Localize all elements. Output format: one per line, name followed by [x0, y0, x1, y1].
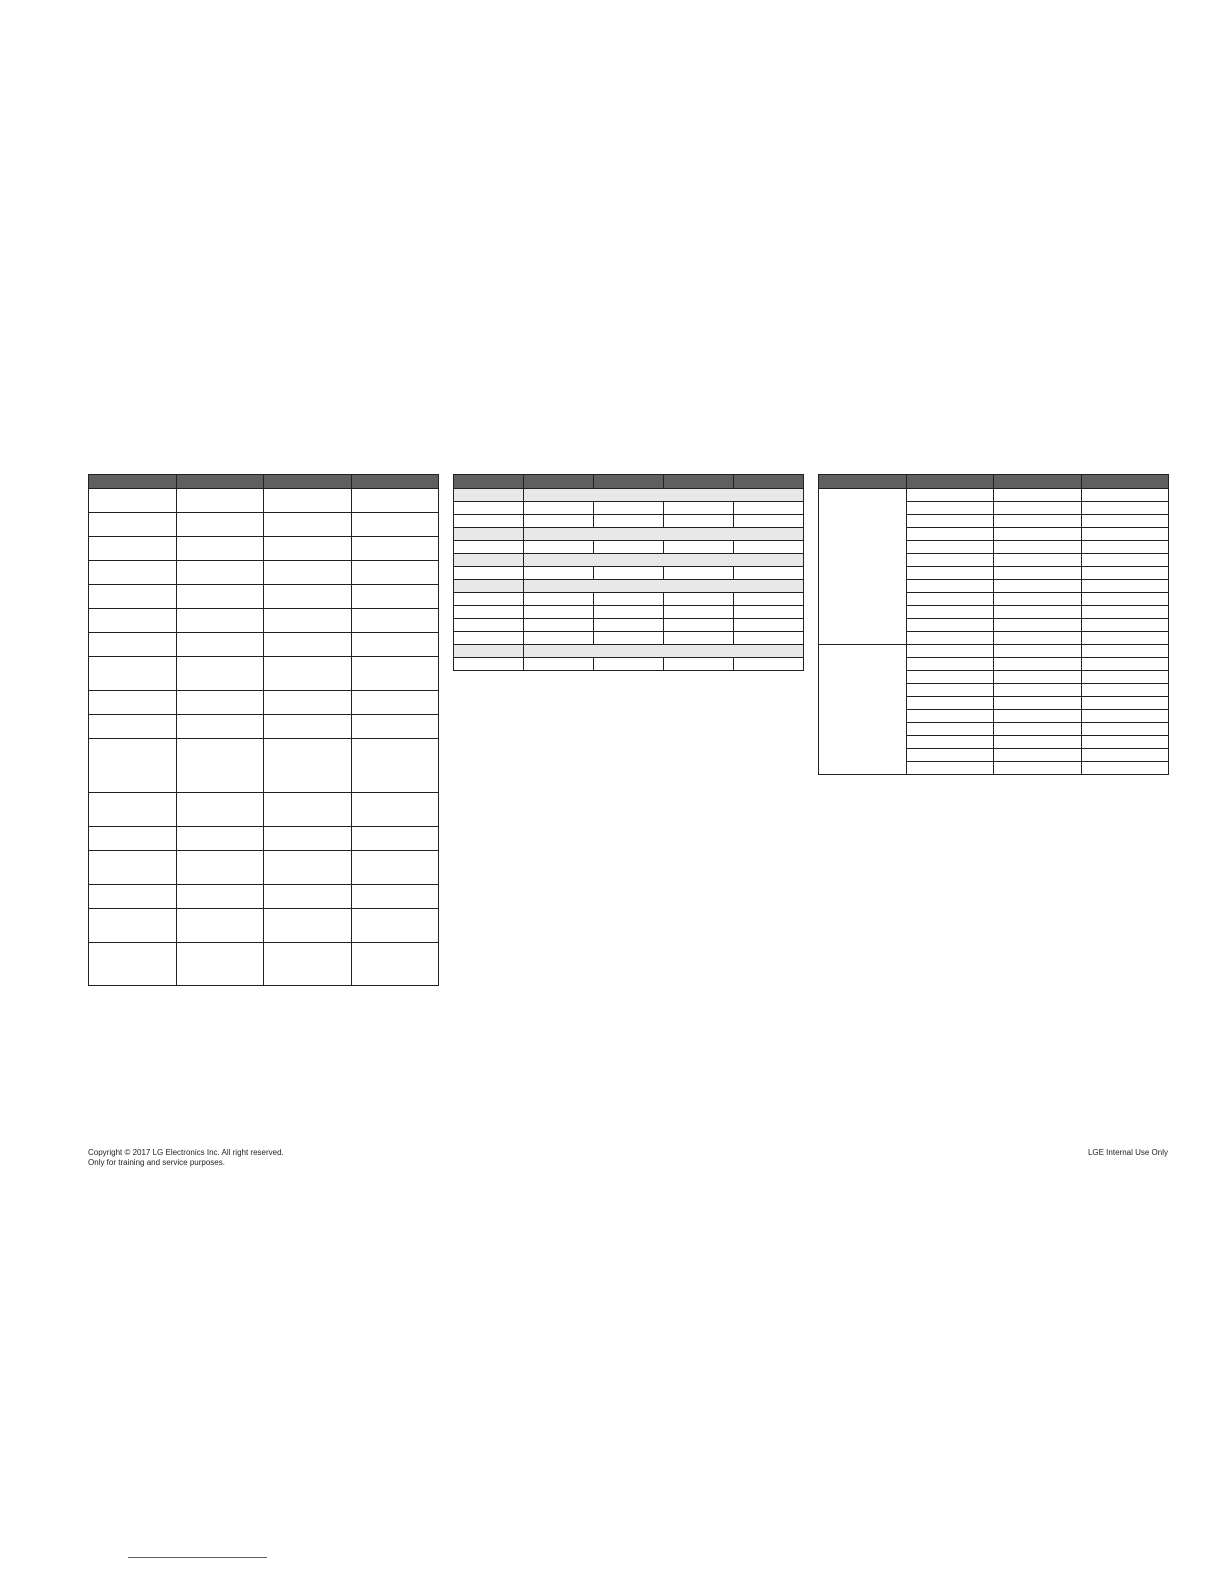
header-cell: [264, 475, 352, 489]
table-cell: [994, 489, 1082, 502]
table-cell: [994, 580, 1082, 593]
table-cell: [89, 633, 177, 657]
table-cell: [1081, 502, 1169, 515]
table-cell: [594, 619, 664, 632]
table-cell: [264, 561, 352, 585]
table-cell: [89, 739, 177, 793]
section-label-cell: [454, 554, 524, 567]
table-row: [454, 632, 804, 645]
table-cell: [176, 943, 264, 986]
table-cell: [524, 606, 594, 619]
table-cell: [524, 567, 594, 580]
table-cell: [906, 580, 994, 593]
table-cell: [1081, 749, 1169, 762]
table-cell: [454, 632, 524, 645]
table-cell: [906, 489, 994, 502]
section-label-cell: [454, 528, 524, 541]
table-cell: [906, 619, 994, 632]
section-label-cell: [454, 580, 524, 593]
left-spec-table: [88, 474, 439, 986]
table-cell: [524, 632, 594, 645]
table-row: [454, 567, 804, 580]
header-cell: [906, 475, 994, 489]
right-spec-table: [818, 474, 1169, 775]
table-cell: [1081, 567, 1169, 580]
table-cell: [664, 541, 734, 554]
table-cell: [454, 619, 524, 632]
footer-right: [1088, 1148, 1168, 1158]
table-cell: [906, 593, 994, 606]
table-cell: [264, 827, 352, 851]
table-cell: [1081, 515, 1169, 528]
table-cell: [1081, 723, 1169, 736]
header-cell: [176, 475, 264, 489]
table-cell: [734, 593, 804, 606]
section-span-cell: [524, 580, 804, 593]
table-cell: [994, 749, 1082, 762]
table-row: [454, 502, 804, 515]
table-cell: [1081, 658, 1169, 671]
table-cell: [524, 619, 594, 632]
table-cell: [264, 909, 352, 943]
table-cell: [1081, 684, 1169, 697]
table-cell: [1081, 606, 1169, 619]
table-cell: [351, 827, 439, 851]
section-span-cell: [524, 645, 804, 658]
table-row: [89, 691, 439, 715]
table-cell: [264, 657, 352, 691]
table-cell: [1081, 580, 1169, 593]
table-cell: [454, 541, 524, 554]
table-cell: [351, 537, 439, 561]
table-cell: [594, 502, 664, 515]
table-cell: [264, 489, 352, 513]
table-cell: [1081, 710, 1169, 723]
table-cell: [906, 749, 994, 762]
table-row: [89, 609, 439, 633]
table-cell: [906, 762, 994, 775]
table-cell: [994, 723, 1082, 736]
table-cell: [906, 658, 994, 671]
table-cell: [524, 658, 594, 671]
table-cell: [454, 606, 524, 619]
table-cell: [994, 502, 1082, 515]
table-row: [89, 561, 439, 585]
table-cell: [176, 657, 264, 691]
table-cell: [906, 554, 994, 567]
table-cell: [89, 585, 177, 609]
table-cell: [264, 739, 352, 793]
table-row: [819, 645, 1169, 658]
table-row: [89, 715, 439, 739]
table-cell: [264, 943, 352, 986]
table-cell: [1081, 671, 1169, 684]
table-cell: [664, 593, 734, 606]
table-cell: [734, 606, 804, 619]
table-cell: [906, 736, 994, 749]
table-cell: [176, 793, 264, 827]
table-cell: [524, 515, 594, 528]
table-cell: [1081, 697, 1169, 710]
table-cell: [454, 502, 524, 515]
section-span-cell: [524, 528, 804, 541]
table-cell: [994, 710, 1082, 723]
table-row: [454, 658, 804, 671]
table-cell: [454, 567, 524, 580]
table-cell: [176, 885, 264, 909]
table-cell: [994, 632, 1082, 645]
table-cell: [454, 593, 524, 606]
table-cell: [594, 593, 664, 606]
table-cell: [176, 909, 264, 943]
table-cell: [89, 827, 177, 851]
table-cell: [351, 561, 439, 585]
table-cell: [176, 715, 264, 739]
table-cell: [906, 723, 994, 736]
table-header-row: [89, 475, 439, 489]
table-cell: [906, 502, 994, 515]
table-cell: [734, 619, 804, 632]
table-cell: [994, 619, 1082, 632]
table-cell: [264, 793, 352, 827]
table-cell: [524, 593, 594, 606]
table-cell: [906, 645, 994, 658]
header-cell: [664, 475, 734, 489]
table-cell: [1081, 736, 1169, 749]
table-cell: [734, 502, 804, 515]
table-cell: [994, 697, 1082, 710]
table-cell: [994, 528, 1082, 541]
header-cell: [994, 475, 1082, 489]
table-cell: [89, 885, 177, 909]
table-cell: [264, 513, 352, 537]
table-cell: [906, 684, 994, 697]
header-cell: [1081, 475, 1169, 489]
header-cell: [594, 475, 664, 489]
table-cell: [906, 632, 994, 645]
table-cell: [1081, 645, 1169, 658]
table-cell: [906, 567, 994, 580]
table-header-row: [454, 475, 804, 489]
table-cell: [264, 885, 352, 909]
table-cell: [906, 606, 994, 619]
table-cell: [994, 606, 1082, 619]
table-row: [89, 657, 439, 691]
table-row: [89, 537, 439, 561]
table-cell: [264, 537, 352, 561]
header-cell: [819, 475, 907, 489]
table-cell: [351, 633, 439, 657]
table-cell: [994, 671, 1082, 684]
table-cell: [89, 943, 177, 986]
header-cell: [734, 475, 804, 489]
table-cell: [664, 502, 734, 515]
table-cell: [906, 710, 994, 723]
table-cell: [176, 537, 264, 561]
table-cell: [89, 691, 177, 715]
table-cell: [176, 691, 264, 715]
table-cell: [176, 513, 264, 537]
table-cell: [1081, 619, 1169, 632]
table-cell: [994, 554, 1082, 567]
purpose-text: Only for training and service purposes.: [88, 1158, 225, 1167]
middle-spec-table: [453, 474, 804, 671]
table-cell: [351, 909, 439, 943]
table-cell: [89, 513, 177, 537]
table-row: [89, 633, 439, 657]
section-span-cell: [524, 554, 804, 567]
table-cell: [351, 851, 439, 885]
table-cell: [454, 658, 524, 671]
table-cell: [524, 502, 594, 515]
table-cell: [1081, 593, 1169, 606]
section-row: [454, 645, 804, 658]
table-cell: [906, 515, 994, 528]
table-row: [89, 827, 439, 851]
table-cell: [994, 593, 1082, 606]
table-cell: [351, 489, 439, 513]
internal-use-text: LGE Internal Use Only: [1087, 1148, 1168, 1157]
table-cell: [994, 645, 1082, 658]
table-row: [89, 585, 439, 609]
table-cell: [906, 697, 994, 710]
table-row: [89, 513, 439, 537]
section-span-cell: [524, 489, 804, 502]
header-cell: [524, 475, 594, 489]
table-cell: [89, 851, 177, 885]
table-cell: [89, 793, 177, 827]
table-row: [454, 515, 804, 528]
header-cell: [351, 475, 439, 489]
table-cell: [176, 827, 264, 851]
table-cell: [664, 619, 734, 632]
table-cell: [734, 541, 804, 554]
table-cell: [594, 606, 664, 619]
group-cell: [819, 645, 907, 775]
table-cell: [594, 515, 664, 528]
table-cell: [734, 515, 804, 528]
table-cell: [594, 567, 664, 580]
table-row: [89, 739, 439, 793]
table-cell: [351, 885, 439, 909]
table-cell: [906, 541, 994, 554]
table-cell: [264, 715, 352, 739]
table-row: [89, 793, 439, 827]
table-cell: [351, 513, 439, 537]
table-header-row: [819, 475, 1169, 489]
table-cell: [176, 561, 264, 585]
link-underline[interactable]: [128, 1557, 267, 1558]
section-label-cell: [454, 645, 524, 658]
table-cell: [351, 793, 439, 827]
header-cell: [89, 475, 177, 489]
table-cell: [664, 515, 734, 528]
table-cell: [594, 541, 664, 554]
table-cell: [994, 541, 1082, 554]
table-cell: [176, 489, 264, 513]
table-cell: [734, 632, 804, 645]
table-cell: [664, 606, 734, 619]
footer-left: [88, 1148, 284, 1168]
table-cell: [351, 943, 439, 986]
table-row: [454, 619, 804, 632]
copyright-text: Copyright © 2017 LG Electronics Inc. All right reserved.: [88, 1148, 284, 1157]
table-cell: [351, 657, 439, 691]
table-cell: [89, 657, 177, 691]
table-cell: [734, 658, 804, 671]
table-cell: [89, 561, 177, 585]
table-cell: [734, 567, 804, 580]
table-row: [454, 606, 804, 619]
table-cell: [594, 632, 664, 645]
table-cell: [454, 515, 524, 528]
table-cell: [994, 762, 1082, 775]
section-row: [454, 554, 804, 567]
table-cell: [89, 715, 177, 739]
table-row: [819, 489, 1169, 502]
table-cell: [351, 739, 439, 793]
table-cell: [176, 851, 264, 885]
table-cell: [1081, 762, 1169, 775]
table-cell: [994, 684, 1082, 697]
table-row: [89, 909, 439, 943]
table-cell: [176, 585, 264, 609]
section-row: [454, 528, 804, 541]
table-cell: [351, 715, 439, 739]
table-cell: [176, 609, 264, 633]
table-cell: [994, 736, 1082, 749]
table-cell: [176, 633, 264, 657]
table-cell: [906, 671, 994, 684]
table-cell: [664, 567, 734, 580]
table-cell: [89, 609, 177, 633]
table-cell: [994, 567, 1082, 580]
table-cell: [264, 609, 352, 633]
table-cell: [264, 585, 352, 609]
table-row: [89, 943, 439, 986]
table-row: [454, 593, 804, 606]
table-cell: [351, 609, 439, 633]
table-cell: [264, 633, 352, 657]
table-cell: [1081, 632, 1169, 645]
table-row: [89, 489, 439, 513]
table-cell: [594, 658, 664, 671]
table-cell: [664, 658, 734, 671]
table-cell: [351, 585, 439, 609]
table-row: [454, 541, 804, 554]
table-cell: [664, 632, 734, 645]
section-label-cell: [454, 489, 524, 502]
table-cell: [1081, 554, 1169, 567]
table-cell: [351, 691, 439, 715]
group-cell: [819, 489, 907, 645]
section-row: [454, 489, 804, 502]
table-cell: [994, 658, 1082, 671]
table-cell: [1081, 528, 1169, 541]
header-cell: [454, 475, 524, 489]
table-cell: [524, 541, 594, 554]
table-cell: [176, 739, 264, 793]
table-cell: [89, 489, 177, 513]
table-cell: [1081, 489, 1169, 502]
table-cell: [906, 528, 994, 541]
table-cell: [994, 515, 1082, 528]
table-cell: [89, 537, 177, 561]
table-cell: [89, 909, 177, 943]
table-row: [89, 885, 439, 909]
table-cell: [264, 851, 352, 885]
section-row: [454, 580, 804, 593]
table-row: [89, 851, 439, 885]
table-cell: [1081, 541, 1169, 554]
table-cell: [264, 691, 352, 715]
